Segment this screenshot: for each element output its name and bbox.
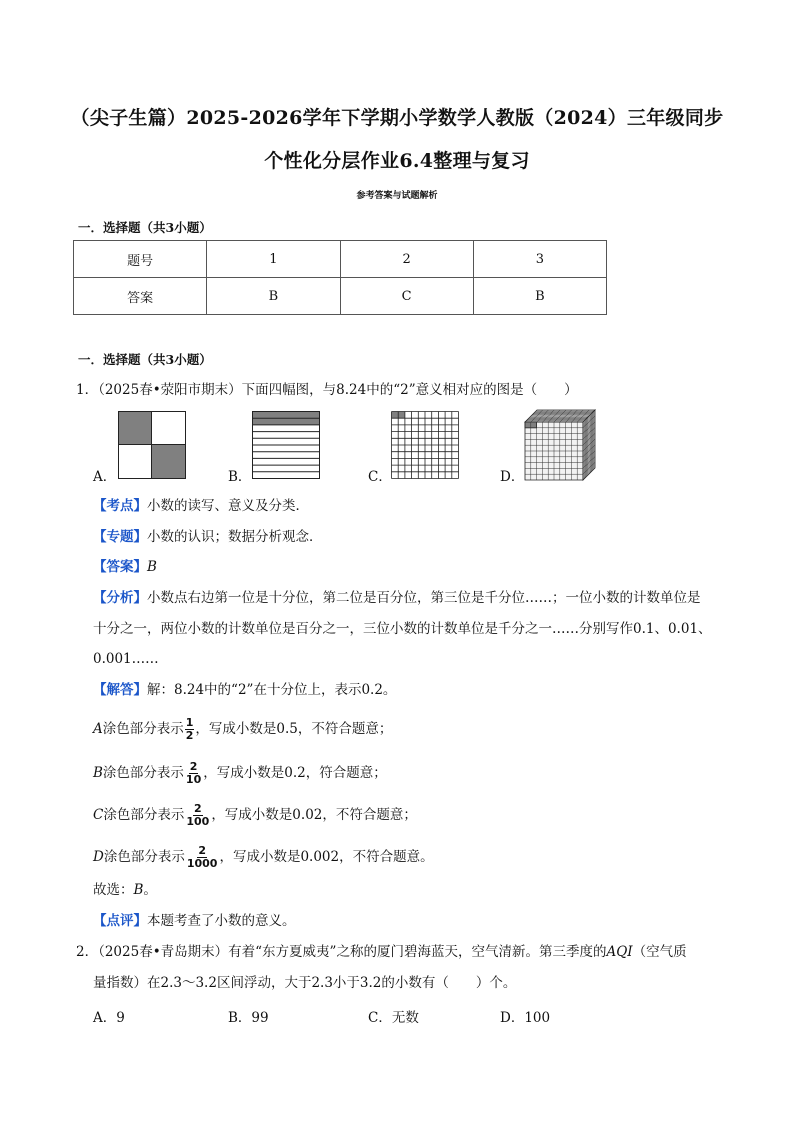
analysis-daan (93, 557, 157, 577)
text: 涂色部分表示 (103, 807, 185, 823)
solution-line-c (93, 803, 417, 828)
answer-table (73, 240, 607, 315)
doc-title-line1: （尖子生篇）2025-2026学年下学期小学数学人教版（2024）三年级同步 (70, 107, 724, 129)
text: 解：8.24中的“2”在十分位上，表示0.2。 (147, 682, 397, 698)
fraction (185, 717, 195, 742)
doc-title-line2: 个性化分层作业6.4整理与复习 (264, 150, 530, 172)
text: 2．（2025春•青岛期末）有着“东方夏威夷”之称的厦门碧海蓝天，空气清新。第三季度的 (76, 944, 607, 960)
fraction (185, 803, 210, 828)
q2-option-a: A．9 (93, 1010, 125, 1026)
question-1-stem: 1．（2025春•荥阳市期末）下面四幅图，与8.24中的“2”意义相对应的图是（ ） (76, 382, 578, 398)
table-row (74, 278, 607, 315)
analysis-jieda (93, 680, 396, 700)
tag-label: 【点评】 (93, 913, 147, 929)
table-cell: 1 (207, 241, 340, 278)
question-2-stem-line2: 量指数）在2.3～3.2区间浮动，大于2.3小于3.2的小数有（ ）个。 (93, 975, 517, 991)
table-cell: 3 (473, 241, 606, 278)
numerator: 2 (194, 802, 202, 815)
text: 。 (143, 882, 157, 898)
section-heading: 一．选择题（共3小题） (78, 352, 212, 367)
solution-line-a (93, 717, 392, 742)
table-row (74, 241, 607, 278)
analysis-dianping (93, 911, 296, 931)
solution-line-b (93, 761, 387, 786)
solution-line-d (93, 845, 434, 870)
analysis-fenxi (93, 588, 701, 608)
solution-choice (93, 880, 157, 900)
table-cell: C (340, 278, 473, 315)
q2-option-c: C．无数 (368, 1010, 419, 1026)
table-cell: B (473, 278, 606, 315)
analysis-zhuanti (93, 527, 323, 547)
figure-a-quarters (118, 411, 186, 479)
q2-option-b: B．99 (228, 1010, 269, 1026)
fraction (186, 845, 219, 870)
answer-letter: B (133, 882, 144, 898)
text: 本题考查了小数的意义。 (147, 913, 296, 929)
text: ，写成小数是0.02，不符合题意； (211, 807, 417, 823)
text: 小数的读写、意义及分类． (147, 498, 309, 514)
text: 涂色部分表示 (102, 721, 184, 737)
text: ，写成小数是0.002，不符合题意。 (219, 849, 434, 865)
q2-option-d: D．100 (500, 1010, 551, 1026)
text: 小数点右边第一位是十分位，第二位是百分位，第三位是千分位……；一位小数的计数单位是 (147, 590, 701, 606)
numerator: 2 (189, 760, 198, 773)
figure-b-tenths (252, 411, 320, 479)
text: 故选： (93, 882, 134, 898)
tag-label: 【解答】 (93, 682, 147, 698)
figure-d-thousandths-cube (524, 409, 596, 481)
tag-label: 【专题】 (93, 529, 147, 545)
fraction (185, 761, 202, 786)
tag-label: 【答案】 (93, 559, 147, 575)
question-2-stem-line1 (76, 942, 687, 962)
denominator: 100 (186, 815, 210, 828)
numerator: 2 (198, 844, 206, 857)
text: B (147, 559, 157, 575)
table-cell: 答案 (74, 278, 207, 315)
denominator: 1000 (186, 857, 218, 870)
tag-label: 【分析】 (93, 590, 147, 606)
analysis-fenxi-line2: 十分之一，两位小数的计数单位是百分之一，三位小数的计数单位是千分之一……分别写作0.1、0.01、 (93, 621, 712, 637)
table-cell: B (207, 278, 340, 315)
analysis-fenxi-line3: 0.001…… (93, 651, 159, 667)
doc-subtitle: 参考答案与试题解析 (356, 191, 438, 201)
text: ，写成小数是0.5，不符合题意； (195, 721, 393, 737)
text: 涂色部分表示 (103, 849, 185, 865)
label: C (93, 807, 104, 823)
label: D (93, 849, 104, 865)
text: 涂色部分表示 (102, 765, 184, 781)
text: AQI (606, 944, 633, 960)
text: （空气质 (632, 944, 687, 960)
label: A (93, 721, 103, 737)
section-heading: 一．选择题（共3小题） (78, 220, 212, 235)
tag-label: 【考点】 (93, 498, 147, 514)
option-c-label: C． (368, 469, 392, 485)
text: 小数的认识；数据分析观念． (147, 529, 323, 545)
table-cell: 2 (340, 241, 473, 278)
table-cell: 题号 (74, 241, 207, 278)
label: B (93, 765, 103, 781)
text: ，写成小数是0.2，符合题意； (203, 765, 387, 781)
figure-c-hundredths (391, 411, 459, 479)
analysis-kaodian (93, 496, 309, 516)
numerator: 1 (185, 716, 194, 729)
option-d-label: D． (500, 469, 525, 485)
option-a-label: A． (93, 469, 117, 485)
denominator: 2 (185, 729, 194, 742)
denominator: 10 (185, 773, 202, 786)
option-b-label: B． (228, 469, 252, 485)
